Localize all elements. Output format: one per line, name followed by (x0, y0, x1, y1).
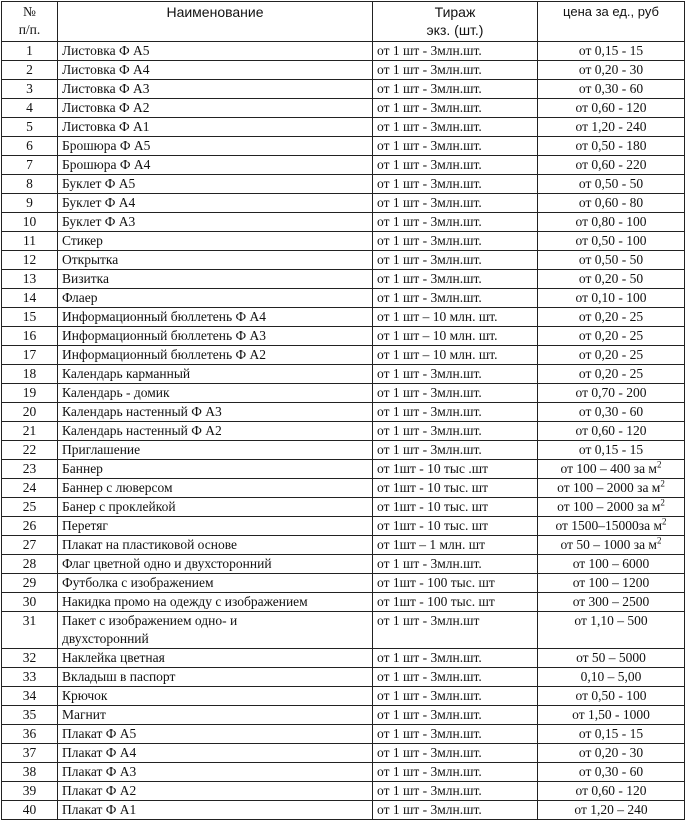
row-price-unit-exponent: 2 (660, 497, 665, 508)
row-price-text: от 0,20 - 25 (578, 328, 644, 343)
row-number: 38 (2, 763, 58, 782)
row-name: Баннер с люверсом (58, 479, 373, 498)
row-price (538, 346, 685, 365)
row-name: Брошюра Ф А4 (58, 156, 373, 175)
row-name: Листовка Ф А5 (58, 42, 373, 61)
row-price (538, 61, 685, 80)
row-number: 25 (2, 498, 58, 517)
row-price (538, 80, 685, 99)
table-row (2, 156, 685, 175)
row-price-text: от 0,20 - 50 (578, 271, 644, 286)
row-name: Футболка с изображением (58, 574, 373, 593)
row-number: 15 (2, 308, 58, 327)
row-price (538, 251, 685, 270)
row-quantity: от 1 шт – 10 млн. шт. (373, 346, 538, 365)
table-row (2, 801, 685, 820)
row-price (538, 593, 685, 612)
row-number: 9 (2, 194, 58, 213)
row-number: 3 (2, 80, 58, 99)
row-price-text: от 100 – 400 за м (560, 461, 657, 476)
row-quantity: от 1 шт - 3млн.шт. (373, 725, 538, 744)
table-row (2, 118, 685, 137)
row-quantity: от 1 шт - 3млн.шт. (373, 137, 538, 156)
row-name: Наклейка цветная (58, 649, 373, 668)
row-price-text: от 100 – 2000 за м (557, 480, 661, 495)
row-price (538, 801, 685, 820)
row-quantity: от 1 шт - 3млн.шт. (373, 687, 538, 706)
table-row (2, 42, 685, 61)
price-table (1, 1, 685, 820)
row-price-text: от 0,60 - 120 (575, 423, 647, 438)
row-quantity: от 1 шт – 10 млн. шт. (373, 327, 538, 346)
table-row (2, 441, 685, 460)
row-price-text: от 0,60 - 80 (578, 195, 644, 210)
row-price (538, 175, 685, 194)
row-price-text: от 0,30 - 60 (578, 81, 644, 96)
table-row (2, 346, 685, 365)
row-number: 7 (2, 156, 58, 175)
row-number: 5 (2, 118, 58, 137)
row-number: 8 (2, 175, 58, 194)
row-number: 27 (2, 536, 58, 555)
row-price-text: от 0,20 - 25 (578, 366, 644, 381)
row-number: 4 (2, 99, 58, 118)
row-quantity: от 1 шт - 3млн.шт. (373, 782, 538, 801)
row-number: 17 (2, 346, 58, 365)
row-name: Плакат Ф А1 (58, 801, 373, 820)
row-quantity: от 1 шт - 3млн.шт. (373, 270, 538, 289)
row-name: Плакат Ф А5 (58, 725, 373, 744)
row-quantity: от 1 шт - 3млн.шт. (373, 555, 538, 574)
row-price (538, 384, 685, 403)
table-row (2, 251, 685, 270)
row-name: Календарь настенный Ф А3 (58, 403, 373, 422)
row-name: Плакат на пластиковой основе (58, 536, 373, 555)
row-name: Вкладыш в паспорт (58, 668, 373, 687)
row-price-text: от 0,60 - 220 (575, 157, 647, 172)
table-row (2, 61, 685, 80)
table-row (2, 536, 685, 555)
table-row (2, 668, 685, 687)
row-price (538, 270, 685, 289)
header-quantity-line1: Тираж (434, 4, 476, 20)
table-row (2, 270, 685, 289)
row-price (538, 498, 685, 517)
row-price-text: от 0,20 - 25 (578, 347, 644, 362)
row-price (538, 137, 685, 156)
row-price (538, 327, 685, 346)
header-name: Наименование (58, 2, 373, 42)
row-number: 31 (2, 612, 58, 649)
table-row (2, 422, 685, 441)
row-number: 13 (2, 270, 58, 289)
row-number: 26 (2, 517, 58, 536)
row-quantity: от 1 шт - 3млн.шт. (373, 99, 538, 118)
row-quantity: от 1 шт - 3млн.шт. (373, 649, 538, 668)
row-price (538, 213, 685, 232)
row-name: Календарь настенный Ф А2 (58, 422, 373, 441)
table-row (2, 649, 685, 668)
row-price (538, 536, 685, 555)
table-row (2, 137, 685, 156)
row-price-text: от 0,15 - 15 (578, 442, 644, 457)
header-number-line2: п/п. (18, 22, 41, 37)
row-price (538, 42, 685, 61)
row-name: Информационный бюллетень Ф А3 (58, 327, 373, 346)
row-number: 36 (2, 725, 58, 744)
row-number: 12 (2, 251, 58, 270)
row-price-text: от 0,50 - 180 (575, 138, 647, 153)
row-name: Флаер (58, 289, 373, 308)
row-number: 2 (2, 61, 58, 80)
row-quantity: от 1 шт - 3млн.шт. (373, 156, 538, 175)
table-row (2, 725, 685, 744)
row-quantity: от 1 шт - 3млн.шт. (373, 763, 538, 782)
row-price (538, 744, 685, 763)
row-price (538, 99, 685, 118)
row-price (538, 574, 685, 593)
row-price (538, 289, 685, 308)
table-row (2, 574, 685, 593)
row-price-text: от 0,15 - 15 (578, 726, 644, 741)
row-price-text: от 1,20 – 240 (574, 802, 648, 817)
row-price (538, 706, 685, 725)
row-price-text: от 0,50 - 100 (575, 233, 647, 248)
row-price (538, 782, 685, 801)
row-price (538, 441, 685, 460)
table-row (2, 175, 685, 194)
row-number: 39 (2, 782, 58, 801)
row-price-text: от 1500–15000за м (555, 518, 663, 533)
row-quantity: от 1 шт - 3млн.шт. (373, 42, 538, 61)
header-number (2, 2, 58, 42)
row-price-text: от 100 – 6000 (572, 556, 650, 571)
row-price-text: от 0,15 - 15 (578, 43, 644, 58)
row-price-unit-exponent: 2 (660, 478, 665, 489)
row-number: 30 (2, 593, 58, 612)
row-quantity: от 1 шт - 3млн.шт. (373, 422, 538, 441)
table-row (2, 555, 685, 574)
row-quantity: от 1 шт - 3млн.шт. (373, 80, 538, 99)
row-quantity: от 1 шт - 3млн.шт. (373, 61, 538, 80)
row-price-text: от 0,20 - 25 (578, 309, 644, 324)
row-quantity: от 1 шт - 3млн.шт. (373, 251, 538, 270)
row-price-text: от 0,30 - 60 (578, 404, 644, 419)
table-row (2, 289, 685, 308)
row-quantity: от 1 шт - 3млн.шт. (373, 175, 538, 194)
row-price (538, 668, 685, 687)
row-quantity: от 1шт – 1 млн. шт (373, 536, 538, 555)
row-price-text: 0,10 – 5,00 (580, 669, 642, 684)
row-price-text: от 0,20 - 30 (578, 62, 644, 77)
row-name-line2: двухсторонний (62, 631, 149, 646)
row-price-unit-exponent: 2 (662, 516, 667, 527)
row-number: 34 (2, 687, 58, 706)
table-row (2, 80, 685, 99)
row-name: Брошюра Ф А5 (58, 137, 373, 156)
row-name-line1: Пакет с изображением одно- и (62, 613, 238, 628)
table-row (2, 517, 685, 536)
row-name: Листовка Ф А2 (58, 99, 373, 118)
row-quantity: от 1шт - 10 тыс .шт (373, 460, 538, 479)
row-price-text: от 1,20 - 240 (575, 119, 647, 134)
row-price-text: от 0,60 - 120 (575, 100, 647, 115)
row-quantity: от 1 шт - 3млн.шт. (373, 706, 538, 725)
header-row (2, 2, 685, 42)
row-price-text: от 0,50 - 50 (578, 252, 644, 267)
row-name: Плакат Ф А4 (58, 744, 373, 763)
row-price (538, 612, 685, 649)
row-name: Календарь - домик (58, 384, 373, 403)
row-quantity: от 1шт - 100 тыс. шт (373, 574, 538, 593)
row-price (538, 763, 685, 782)
row-price (538, 308, 685, 327)
row-price (538, 232, 685, 251)
row-price-text: от 0,70 - 200 (575, 385, 647, 400)
row-price-text: от 0,60 - 120 (575, 783, 647, 798)
row-price (538, 517, 685, 536)
row-name: Флаг цветной одно и двухсторонний (58, 555, 373, 574)
row-number: 1 (2, 42, 58, 61)
row-quantity: от 1 шт – 10 млн. шт. (373, 308, 538, 327)
row-name: Визитка (58, 270, 373, 289)
row-name: Информационный бюллетень Ф А4 (58, 308, 373, 327)
row-price-text: от 0,20 - 30 (578, 745, 644, 760)
row-name: Информационный бюллетень Ф А2 (58, 346, 373, 365)
row-name: Банер с проклейкой (58, 498, 373, 517)
row-name: Плакат Ф А3 (58, 763, 373, 782)
row-name: Стикер (58, 232, 373, 251)
row-quantity: от 1 шт - 3млн.шт. (373, 365, 538, 384)
row-name: Листовка Ф А1 (58, 118, 373, 137)
row-name: Листовка Ф А4 (58, 61, 373, 80)
row-number: 35 (2, 706, 58, 725)
table-row (2, 384, 685, 403)
table-row (2, 593, 685, 612)
table-row (2, 687, 685, 706)
row-number: 22 (2, 441, 58, 460)
row-price-text: от 100 – 1200 (572, 575, 650, 590)
row-number: 19 (2, 384, 58, 403)
row-price-unit-exponent: 2 (656, 535, 662, 546)
row-quantity: от 1 шт - 3млн.шт. (373, 213, 538, 232)
row-name: Календарь карманный (58, 365, 373, 384)
row-price-text: от 100 – 2000 за м (557, 499, 661, 514)
row-price (538, 649, 685, 668)
row-quantity: от 1 шт - 3млн.шт. (373, 118, 538, 137)
row-number: 14 (2, 289, 58, 308)
row-name: Буклет Ф А4 (58, 194, 373, 213)
table-row (2, 612, 685, 649)
row-price-text: от 300 – 2500 (572, 594, 650, 609)
table-row (2, 744, 685, 763)
row-number: 32 (2, 649, 58, 668)
header-quantity (373, 2, 538, 42)
row-quantity: от 1шт - 10 тыс. шт (373, 517, 538, 536)
table-header (2, 2, 685, 42)
row-name: Магнит (58, 706, 373, 725)
row-name: Приглашение (58, 441, 373, 460)
table-row (2, 308, 685, 327)
row-price (538, 422, 685, 441)
row-price (538, 687, 685, 706)
row-name: Открытка (58, 251, 373, 270)
row-price (538, 725, 685, 744)
table-row (2, 213, 685, 232)
row-quantity: от 1 шт - 3млн.шт. (373, 441, 538, 460)
row-price-text: от 0,50 - 100 (575, 688, 647, 703)
row-price-text: от 1,10 – 500 (574, 613, 648, 628)
row-quantity: от 1 шт - 3млн.шт. (373, 194, 538, 213)
row-quantity: от 1шт - 10 тыс. шт (373, 479, 538, 498)
table-row (2, 403, 685, 422)
row-name: Листовка Ф А3 (58, 80, 373, 99)
row-name: Накидка промо на одежду с изображением (58, 593, 373, 612)
row-number: 29 (2, 574, 58, 593)
row-number: 28 (2, 555, 58, 574)
row-price (538, 403, 685, 422)
row-price-text: от 50 – 1000 за м (560, 537, 657, 552)
row-name: Плакат Ф А2 (58, 782, 373, 801)
header-quantity-line2: экз. (шт.) (426, 22, 484, 38)
row-number: 20 (2, 403, 58, 422)
row-name: Крючок (58, 687, 373, 706)
row-quantity: от 1 шт - 3млн.шт (373, 612, 538, 649)
row-price-text: от 0,30 - 60 (578, 764, 644, 779)
row-number: 6 (2, 137, 58, 156)
table-row (2, 460, 685, 479)
row-price-text: от 0,80 - 100 (575, 214, 647, 229)
table-row (2, 706, 685, 725)
header-price: цена за ед., руб (538, 2, 685, 42)
row-price-text: от 0,50 - 50 (578, 176, 644, 191)
table-row (2, 479, 685, 498)
table-body (2, 42, 685, 820)
row-quantity: от 1 шт - 3млн.шт. (373, 384, 538, 403)
table-row (2, 99, 685, 118)
row-number: 21 (2, 422, 58, 441)
row-number: 11 (2, 232, 58, 251)
row-price-text: от 0,10 - 100 (575, 290, 647, 305)
row-price (538, 156, 685, 175)
table-row (2, 498, 685, 517)
row-price (538, 118, 685, 137)
table-row (2, 782, 685, 801)
row-name: Буклет Ф А5 (58, 175, 373, 194)
row-price (538, 194, 685, 213)
row-number: 24 (2, 479, 58, 498)
table-row (2, 327, 685, 346)
row-number: 23 (2, 460, 58, 479)
row-price-text: от 1,50 - 1000 (572, 707, 650, 722)
table-row (2, 232, 685, 251)
row-price-text: от 50 – 5000 (576, 650, 646, 665)
row-number: 16 (2, 327, 58, 346)
row-name (58, 612, 373, 649)
row-price (538, 479, 685, 498)
table-row (2, 194, 685, 213)
row-quantity: от 1шт - 10 тыс. шт (373, 498, 538, 517)
row-number: 10 (2, 213, 58, 232)
row-quantity: от 1 шт - 3млн.шт. (373, 289, 538, 308)
row-quantity: от 1 шт - 3млн.шт. (373, 232, 538, 251)
row-name: Баннер (58, 460, 373, 479)
row-price (538, 460, 685, 479)
row-name: Перетяг (58, 517, 373, 536)
row-quantity: от 1 шт - 3млн.шт. (373, 668, 538, 687)
table-row (2, 763, 685, 782)
row-quantity: от 1шт - 100 тыс. шт (373, 593, 538, 612)
row-name: Буклет Ф А3 (58, 213, 373, 232)
row-price (538, 555, 685, 574)
row-quantity: от 1 шт - 3млн.шт. (373, 744, 538, 763)
header-number-line1: № (23, 4, 36, 19)
row-price (538, 365, 685, 384)
row-quantity: от 1 шт - 3млн.шт. (373, 403, 538, 422)
row-quantity: от 1 шт - 3млн.шт. (373, 801, 538, 820)
row-price-unit-exponent: 2 (656, 459, 662, 470)
row-number: 33 (2, 668, 58, 687)
row-number: 40 (2, 801, 58, 820)
table-row (2, 365, 685, 384)
row-number: 37 (2, 744, 58, 763)
row-number: 18 (2, 365, 58, 384)
